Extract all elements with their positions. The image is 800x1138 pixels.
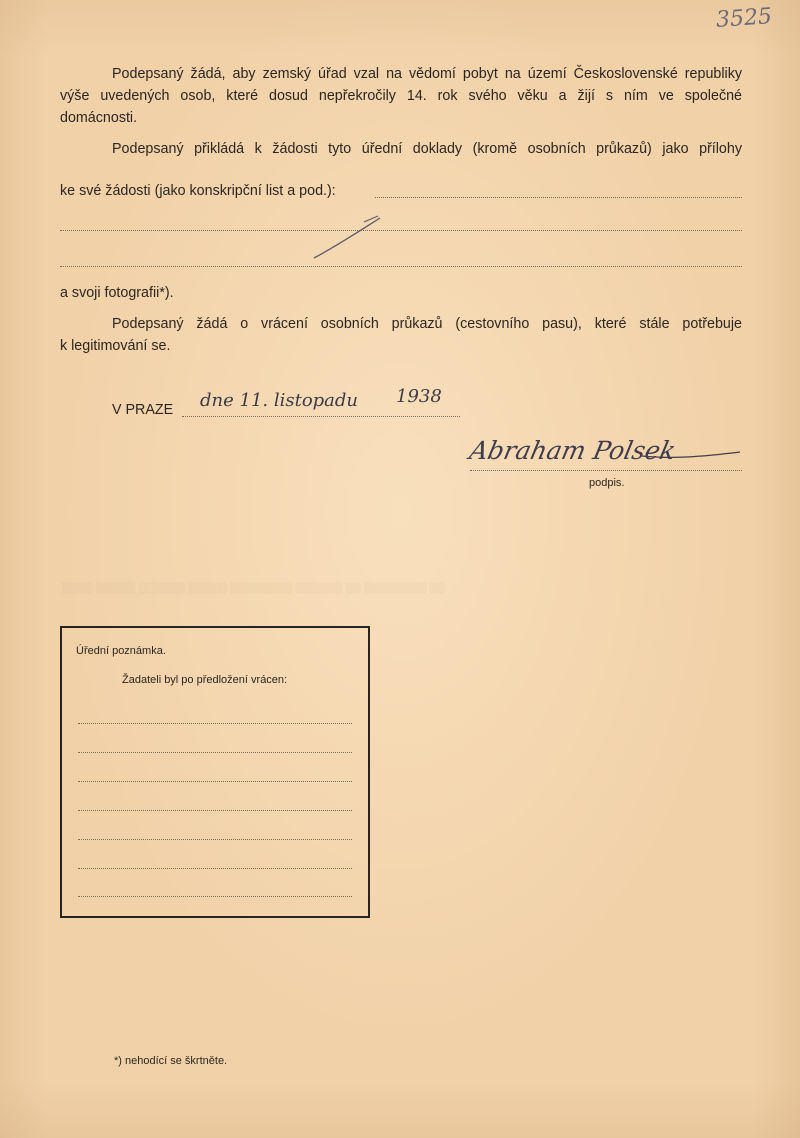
signature-flourish <box>640 447 744 461</box>
note-dotted-line-4 <box>78 810 352 811</box>
note-dotted-line-5 <box>78 839 352 840</box>
footnote: *) nehodící se škrtněte. <box>114 1055 228 1067</box>
note-dotted-line-2 <box>78 752 352 753</box>
attachments-dotted-line-3 <box>60 266 742 267</box>
official-note-subtitle: Žadateli byl po předložení vrácen: <box>122 674 288 686</box>
handwritten-signature: Abraham Polsek <box>466 436 679 465</box>
place-label: V PRAZE <box>112 402 174 418</box>
paragraph-1-line-2: výše uvedených osob, které dosud nepřekročily 14. rok svého věku a žijí s ním ve společné <box>60 88 742 104</box>
handwritten-year: 1938 <box>396 386 442 407</box>
official-note-box <box>60 626 370 918</box>
paragraph-3-line-2: k legitimování se. <box>60 338 171 354</box>
paragraph-2-line-2: ke své žádosti (jako konskripční list a pod.): <box>60 183 336 199</box>
note-dotted-line-6 <box>78 868 352 869</box>
handwritten-date: dne 11. listopadu <box>200 390 359 411</box>
attachments-dotted-line-2 <box>60 230 742 231</box>
note-dotted-line-1 <box>78 723 352 724</box>
note-dotted-line-7 <box>78 896 352 897</box>
attachments-dotted-line-1 <box>375 197 742 198</box>
note-dotted-line-3 <box>78 781 352 782</box>
paragraph-1-line-3: domácnosti. <box>60 110 138 126</box>
date-dotted-line <box>182 416 460 417</box>
strike-out-mark <box>300 212 390 264</box>
paragraph-2-line-1: Podepsaný přikládá k žádosti tyto úřední doklady (kromě osobních průkazů) jako přílohy <box>112 141 742 157</box>
page-number-handwritten: 3525 <box>715 4 773 33</box>
signature-label: podpis. <box>589 477 625 489</box>
signature-dotted-line <box>470 470 742 471</box>
paragraph-3-line-1: Podepsaný žádá o vrácení osobních průkazů (cestovního pasu), které stále potřebuje <box>112 316 742 332</box>
photo-line: a svoji fotografii*). <box>60 285 174 301</box>
paragraph-1-line-1: Podepsaný žádá, aby zemský úřad vzal na vědomí pobyt na území Československé republiky <box>112 66 742 82</box>
official-note-title: Úřední poznámka. <box>76 645 166 657</box>
bleed-through-text: ▒▒▒▒ ▒▒▒▒▒ ▒▒▒▒▒▒ ▒▒▒▒▒ ▒▒▒▒▒▒▒▒ ▒▒▒▒▒▒ ▒▒ ▒▒▒▒▒▒▒▒ ▒▒ <box>62 582 445 594</box>
